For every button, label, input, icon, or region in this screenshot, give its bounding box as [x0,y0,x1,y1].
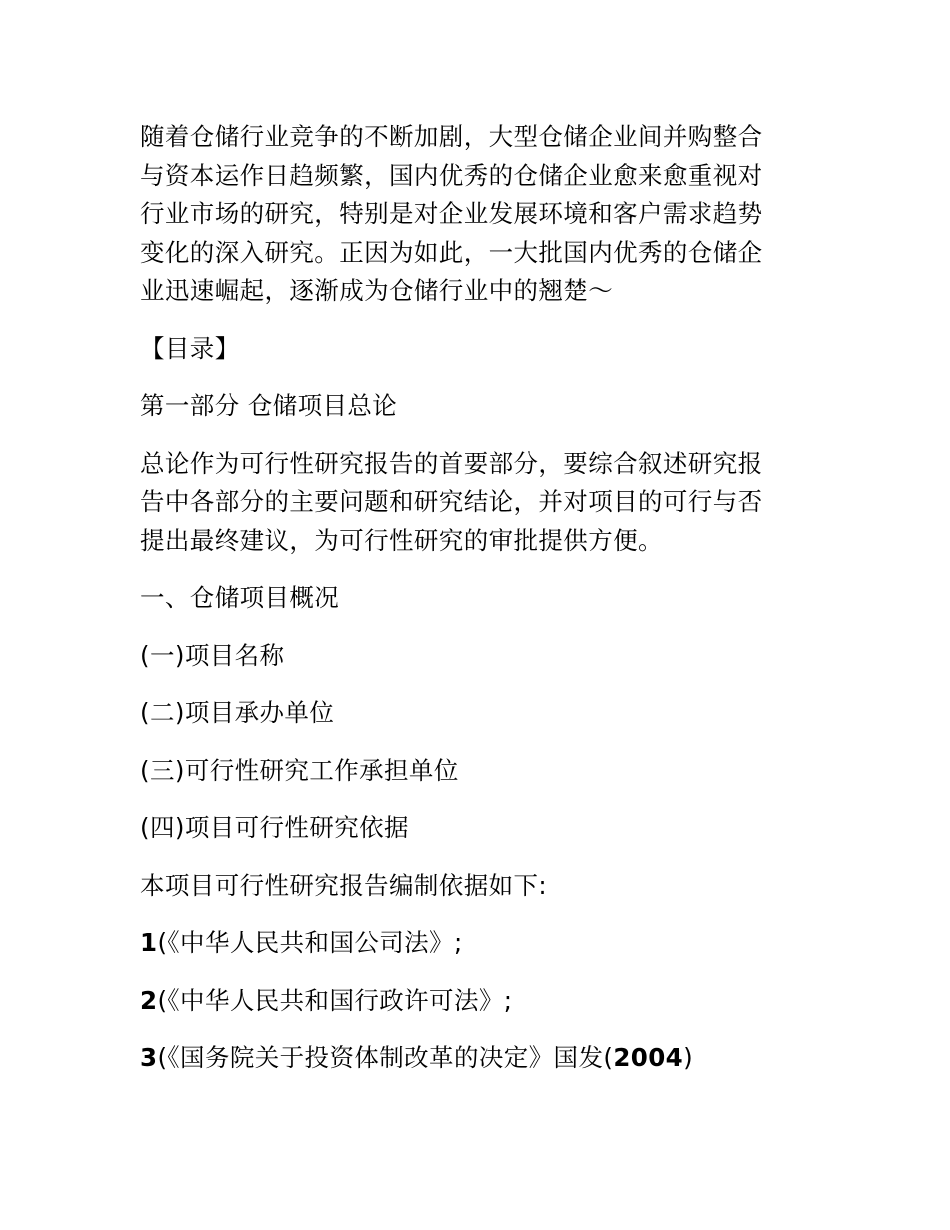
subsection-item: (二)项目承办单位 [140,698,335,727]
intro-line: 业迅速崛起，逐渐成为仓储行业中的翘楚～ [140,276,614,305]
summary-line: 总论作为可行性研究报告的首要部分，要综合叙述研究报 [140,448,763,478]
basis-intro: 本项目可行性研究报告编制依据如下: [140,870,548,900]
basis-item-text: (《中华人民共和国行政许可法》; [157,985,513,1015]
subsection-item: (四)项目可行性研究依据 [140,813,409,842]
intro-line: 变化的深入研究。正因为如此，一大批国内优秀的仓储企 [140,237,763,267]
toc-heading: 【目录】 [140,333,240,363]
basis-item-number: 2 [140,985,158,1015]
basis-item-number: 3 [140,1043,158,1072]
summary-paragraph [140,445,805,561]
intro-line: 与资本运作日趋频繁，国内优秀的仓储企业愈来愈重视对 [140,160,763,190]
subsection-item: (三)可行性研究工作承担单位 [140,755,459,785]
intro-line: 随着仓储行业竞争的不断加剧，大型仓储企业间并购整合 [140,122,763,151]
summary-line: 提出最终建议，为可行性研究的审批提供方便。 [140,525,663,555]
intro-paragraph [140,118,805,311]
basis-item [140,982,805,1021]
subsection-item: (一)项目名称 [140,640,285,670]
basis-item [140,1039,805,1078]
part-one-title: 第一部分 仓储项目总论 [140,391,398,420]
basis-item-text: (《中华人民共和国公司法》; [157,928,463,957]
document-page [140,118,805,1097]
section-one-title: 一、仓储项目概况 [140,583,340,612]
summary-line: 告中各部分的主要问题和研究结论，并对项目的可行与否 [140,487,763,516]
basis-item-number: 1 [140,928,158,957]
basis-item-text: (《国务院关于投资体制改革的决定》国发( [157,1043,614,1072]
basis-item-year: 2004 [613,1043,684,1072]
intro-line: 行业市场的研究，特别是对企业发展环境和客户需求趋势 [140,199,763,228]
basis-item [140,924,805,963]
basis-item-tail: ) [683,1043,694,1072]
